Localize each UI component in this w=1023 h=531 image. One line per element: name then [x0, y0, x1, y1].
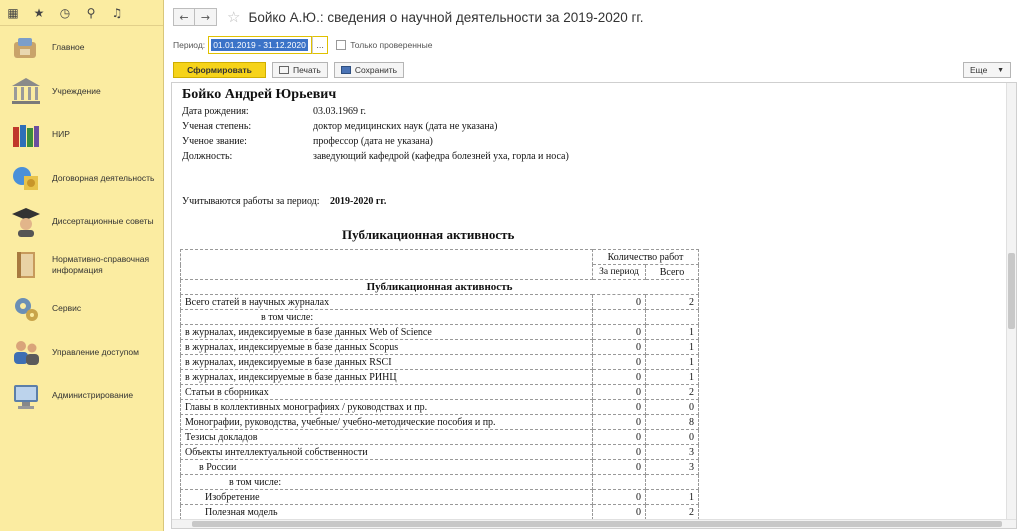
row-label: в журналах, индексируемые в базе данных РИНЦ	[181, 370, 593, 385]
sidebar	[0, 0, 164, 531]
table-row	[181, 385, 699, 400]
row-period: 0	[593, 400, 646, 415]
row-period: 0	[593, 505, 646, 520]
home-icon	[10, 32, 42, 64]
main-content	[165, 0, 1023, 531]
table-row	[181, 415, 699, 430]
row-total: 1	[646, 325, 699, 340]
sidebar-item-dissertation-councils[interactable]	[0, 200, 163, 244]
horizontal-scroll-thumb[interactable]	[192, 521, 1002, 527]
notifications-bell-icon[interactable]: ♫	[111, 5, 123, 20]
info-label-title: Ученое звание:	[182, 136, 247, 147]
sidebar-item-label: Учреждение	[52, 85, 101, 96]
row-total: 1	[646, 370, 699, 385]
forward-arrow-icon[interactable]: →	[195, 8, 217, 26]
period-label: Период:	[173, 40, 206, 50]
row-label: Изобретение	[181, 490, 593, 505]
save-label: Сохранить	[354, 65, 398, 75]
toolbar	[165, 59, 1023, 81]
table-section-row	[181, 280, 699, 295]
sidebar-item-contracts[interactable]	[0, 157, 163, 201]
row-label: в журналах, индексируемые в базе данных Web of Science	[181, 325, 593, 340]
table-row	[181, 445, 699, 460]
info-value-degree: доктор медицинских наук (дата не указана)	[313, 121, 498, 132]
vertical-scroll-thumb[interactable]	[1008, 253, 1015, 329]
row-period: 0	[593, 355, 646, 370]
period-note	[182, 196, 386, 207]
table-row	[181, 505, 699, 520]
row-label: Всего статей в научных журналах	[181, 295, 593, 310]
sidebar-item-administration[interactable]	[0, 374, 163, 418]
users-icon	[10, 336, 42, 368]
favorites-star-icon[interactable]: ★	[33, 5, 45, 20]
search-icon[interactable]: ⚲	[86, 5, 96, 20]
service-icon	[10, 293, 42, 325]
sidebar-topbar	[0, 0, 163, 26]
row-label: Тезисы докладов	[181, 430, 593, 445]
sidebar-item-label: Диссертационные советы	[52, 216, 154, 227]
row-total	[646, 310, 699, 325]
sidebar-item-nir[interactable]	[0, 113, 163, 157]
only-verified-checkbox[interactable]	[336, 40, 346, 50]
table-row	[181, 340, 699, 355]
computer-icon	[10, 380, 42, 412]
info-label-degree: Ученая степень:	[182, 121, 252, 132]
contract-icon	[10, 162, 42, 194]
table-row	[181, 460, 699, 475]
row-total	[646, 475, 699, 490]
table-header-row	[181, 250, 699, 265]
favorite-star-icon[interactable]: ☆	[227, 8, 241, 26]
table-row	[181, 325, 699, 340]
sidebar-item-access-management[interactable]	[0, 331, 163, 375]
row-period: 0	[593, 430, 646, 445]
generate-button[interactable]: Сформировать	[173, 62, 266, 78]
publication-table	[180, 249, 699, 520]
row-total: 1	[646, 355, 699, 370]
graduate-icon	[10, 206, 42, 238]
apps-grid-icon[interactable]: ▦	[7, 5, 19, 20]
table-row	[181, 475, 699, 490]
period-value: 01.01.2019 - 31.12.2020	[213, 40, 306, 50]
row-label: Монографии, руководства, учебные/ учебно-методические пособия и пр.	[181, 415, 593, 430]
sidebar-item-label: НИР	[52, 129, 70, 140]
col-header-period: За период	[593, 265, 646, 280]
save-button[interactable]	[334, 62, 404, 78]
row-total: 1	[646, 490, 699, 505]
more-label: Еще	[970, 65, 988, 75]
row-label: Объекты интеллектуальной собственности	[181, 445, 593, 460]
row-total: 1	[646, 340, 699, 355]
table-row	[181, 355, 699, 370]
sidebar-item-label: Нормативно-справочная информация	[52, 254, 150, 276]
row-period	[593, 475, 646, 490]
table-row	[181, 430, 699, 445]
row-period: 0	[593, 325, 646, 340]
section-title: Публикационная активность	[342, 227, 515, 242]
row-label: в журналах, индексируемые в базе данных RSCI	[181, 355, 593, 370]
row-label: Полезная модель	[181, 505, 593, 520]
back-arrow-icon[interactable]: ←	[173, 8, 195, 26]
row-label: в журналах, индексируемые в базе данных Scopus	[181, 340, 593, 355]
row-label: в том числе:	[181, 475, 593, 490]
sidebar-item-label: Администрирование	[52, 390, 134, 401]
table-row	[181, 490, 699, 505]
row-period: 0	[593, 370, 646, 385]
table-row	[181, 295, 699, 310]
period-input[interactable]	[208, 36, 312, 54]
info-value-title: профессор (дата не указана)	[313, 136, 433, 147]
row-period: 0	[593, 490, 646, 505]
report-document[interactable]	[171, 82, 1017, 529]
row-total: 0	[646, 430, 699, 445]
filter-row	[165, 34, 1023, 56]
row-label: Статьи в сборниках	[181, 385, 593, 400]
print-button[interactable]	[272, 62, 328, 78]
period-select-button[interactable]: ...	[312, 36, 328, 54]
more-button[interactable]	[963, 62, 1011, 78]
row-period: 0	[593, 445, 646, 460]
row-label: в России	[181, 460, 593, 475]
sidebar-item-label: Главное	[52, 42, 85, 53]
col-header-total: Всего	[646, 265, 699, 280]
window-header	[165, 0, 1023, 34]
period-note-value: 2019-2020 гг.	[330, 196, 387, 207]
reference-book-icon	[10, 249, 42, 281]
table-row	[181, 370, 699, 385]
row-period: 0	[593, 340, 646, 355]
row-label: Главы в коллективных монографиях / руководствах и пр.	[181, 400, 593, 415]
vertical-scrollbar[interactable]	[1006, 83, 1016, 528]
books-icon	[10, 119, 42, 151]
row-period	[593, 310, 646, 325]
row-total: 2	[646, 505, 699, 520]
sidebar-item-service[interactable]	[0, 287, 163, 331]
info-value-birth: 03.03.1969 г.	[313, 106, 366, 117]
horizontal-scrollbar[interactable]	[172, 519, 1016, 528]
sidebar-item-label: Сервис	[52, 303, 82, 314]
row-total: 3	[646, 445, 699, 460]
printer-icon	[279, 66, 289, 74]
info-label-position: Должность:	[182, 151, 233, 162]
row-period: 0	[593, 385, 646, 400]
history-icon[interactable]: ◷	[59, 5, 71, 20]
row-total: 0	[646, 400, 699, 415]
row-period: 0	[593, 295, 646, 310]
chevron-down-icon: ▼	[997, 66, 1004, 74]
person-name: Бойко Андрей Юрьевич	[182, 87, 337, 102]
table-row	[181, 400, 699, 415]
print-label: Печать	[293, 65, 321, 75]
only-verified-label: Только проверенные	[350, 40, 433, 50]
info-value-position: заведующий кафедрой (кафедра болезней уха, горла и носа)	[313, 151, 569, 162]
sidebar-item-institution[interactable]	[0, 70, 163, 114]
row-period: 0	[593, 415, 646, 430]
table-row	[181, 310, 699, 325]
sidebar-item-main[interactable]	[0, 26, 163, 70]
floppy-disk-icon	[341, 66, 351, 74]
row-total: 2	[646, 385, 699, 400]
row-period: 0	[593, 460, 646, 475]
sidebar-item-reference-info[interactable]	[0, 244, 163, 288]
row-total: 8	[646, 415, 699, 430]
page-title: Бойко А.Ю.: сведения о научной деятельности за 2019-2020 гг.	[248, 9, 644, 25]
sidebar-item-label: Управление доступом	[52, 346, 139, 357]
table-section-title: Публикационная активность	[181, 280, 699, 295]
info-label-birth: Дата рождения:	[182, 106, 249, 117]
institution-icon	[10, 75, 42, 107]
row-total: 2	[646, 295, 699, 310]
row-total: 3	[646, 460, 699, 475]
period-note-label: Учитываются работы за период:	[182, 196, 320, 207]
sidebar-item-label: Договорная деятельность	[52, 172, 155, 183]
table-header-empty	[181, 250, 593, 280]
row-label: в том числе:	[181, 310, 593, 325]
count-header: Количество работ	[593, 250, 699, 265]
